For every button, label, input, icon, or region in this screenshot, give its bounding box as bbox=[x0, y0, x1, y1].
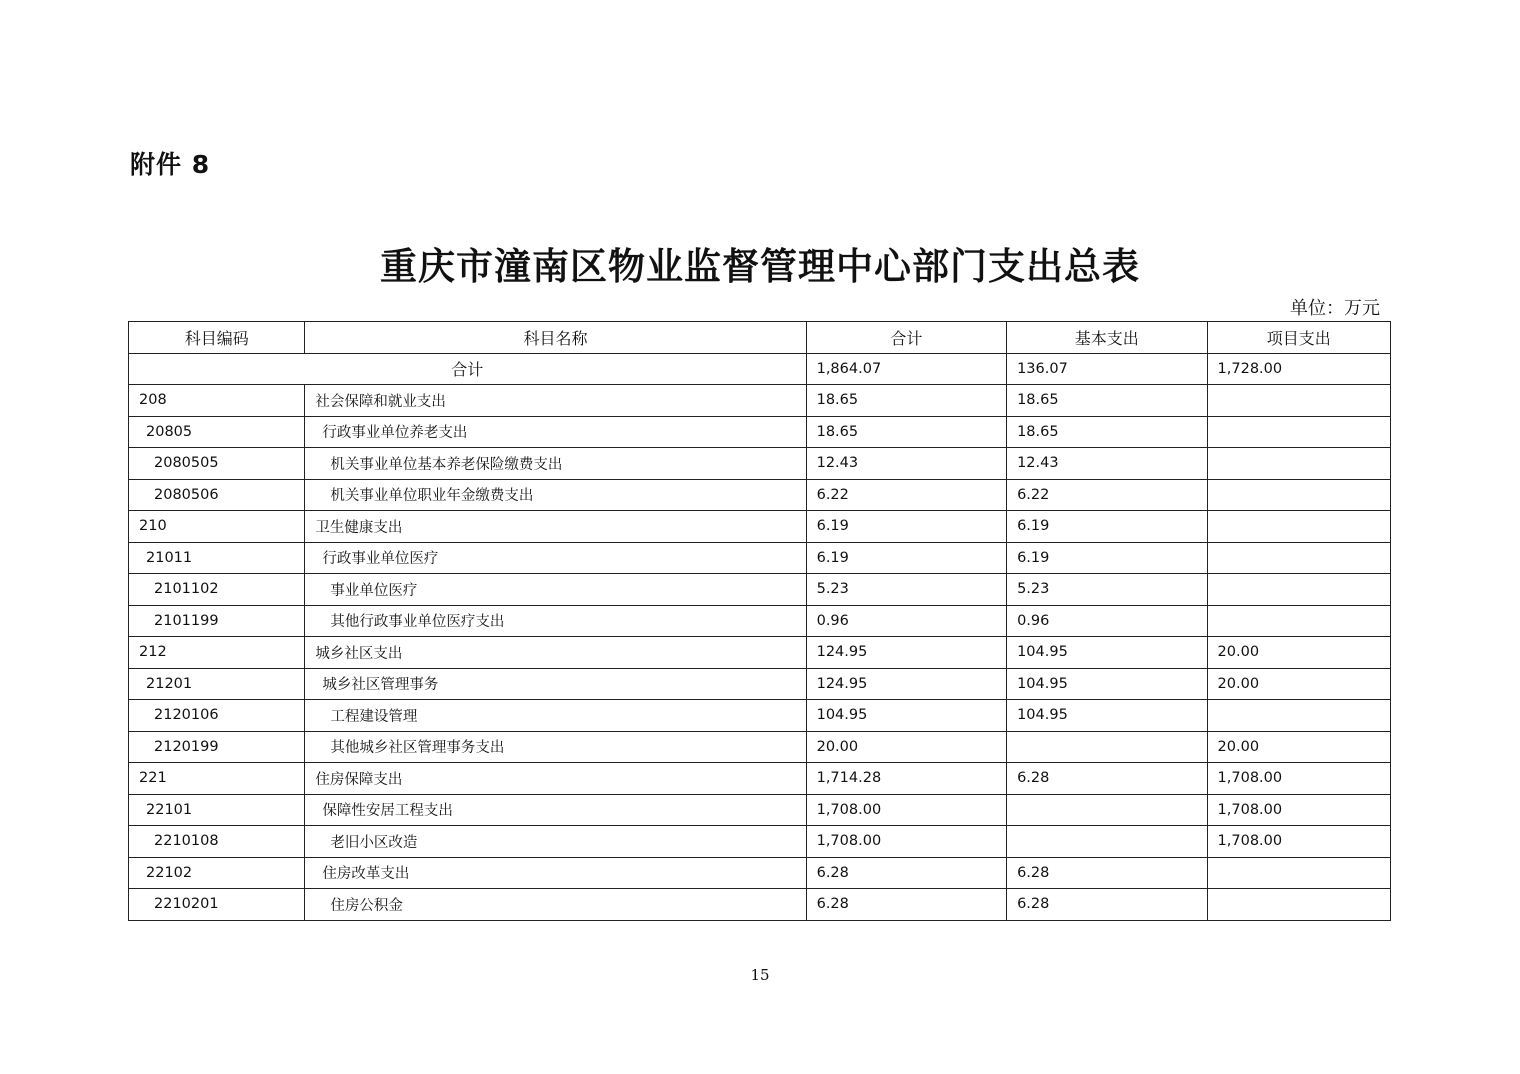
row-total: 1,708.00 bbox=[806, 794, 1006, 826]
row-code: 21201 bbox=[129, 668, 305, 700]
row-project: 20.00 bbox=[1207, 637, 1390, 669]
header-basic: 基本支出 bbox=[1007, 322, 1207, 354]
total-row bbox=[129, 353, 1391, 385]
row-project bbox=[1207, 479, 1390, 511]
header-project: 项目支出 bbox=[1207, 322, 1390, 354]
row-project bbox=[1207, 385, 1390, 417]
row-total: 124.95 bbox=[806, 668, 1006, 700]
row-project bbox=[1207, 857, 1390, 889]
table-row bbox=[129, 511, 1391, 543]
row-project bbox=[1207, 700, 1390, 732]
row-total: 18.65 bbox=[806, 416, 1006, 448]
row-project: 1,708.00 bbox=[1207, 763, 1390, 795]
row-code: 2120106 bbox=[129, 700, 305, 732]
row-project bbox=[1207, 448, 1390, 480]
row-code: 210 bbox=[129, 511, 305, 543]
row-total: 0.96 bbox=[806, 605, 1006, 637]
row-project bbox=[1207, 542, 1390, 574]
row-name: 行政事业单位养老支出 bbox=[305, 416, 806, 448]
unit-label: 单位：万元 bbox=[1290, 298, 1380, 319]
row-name: 住房保障支出 bbox=[305, 763, 806, 795]
table-row bbox=[129, 605, 1391, 637]
table-row bbox=[129, 763, 1391, 795]
row-total: 1,708.00 bbox=[806, 826, 1006, 858]
row-basic: 0.96 bbox=[1007, 605, 1207, 637]
row-basic: 6.28 bbox=[1007, 857, 1207, 889]
header-total: 合计 bbox=[806, 322, 1006, 354]
table-row bbox=[129, 637, 1391, 669]
row-code: 212 bbox=[129, 637, 305, 669]
page-number: 15 bbox=[750, 966, 770, 984]
row-code: 22102 bbox=[129, 857, 305, 889]
row-code: 2101102 bbox=[129, 574, 305, 606]
row-basic bbox=[1007, 826, 1207, 858]
row-basic: 12.43 bbox=[1007, 448, 1207, 480]
row-name: 工程建设管理 bbox=[305, 700, 806, 732]
row-total: 6.28 bbox=[806, 857, 1006, 889]
row-code: 2210108 bbox=[129, 826, 305, 858]
row-name: 机关事业单位职业年金缴费支出 bbox=[305, 479, 806, 511]
row-basic bbox=[1007, 794, 1207, 826]
row-name: 城乡社区支出 bbox=[305, 637, 806, 669]
row-basic: 104.95 bbox=[1007, 637, 1207, 669]
row-total: 20.00 bbox=[806, 731, 1006, 763]
row-code: 21011 bbox=[129, 542, 305, 574]
table-row bbox=[129, 668, 1391, 700]
row-name: 卫生健康支出 bbox=[305, 511, 806, 543]
row-basic: 104.95 bbox=[1007, 668, 1207, 700]
row-code: 2080506 bbox=[129, 479, 305, 511]
row-total: 6.28 bbox=[806, 889, 1006, 921]
table-row bbox=[129, 857, 1391, 889]
table-row bbox=[129, 889, 1391, 921]
row-total: 5.23 bbox=[806, 574, 1006, 606]
row-name: 城乡社区管理事务 bbox=[305, 668, 806, 700]
row-basic: 6.28 bbox=[1007, 889, 1207, 921]
row-basic: 18.65 bbox=[1007, 416, 1207, 448]
row-project: 20.00 bbox=[1207, 668, 1390, 700]
row-basic: 5.23 bbox=[1007, 574, 1207, 606]
row-basic: 6.28 bbox=[1007, 763, 1207, 795]
total-project: 1,728.00 bbox=[1207, 353, 1390, 385]
row-project bbox=[1207, 605, 1390, 637]
row-total: 124.95 bbox=[806, 637, 1006, 669]
row-project bbox=[1207, 416, 1390, 448]
row-basic: 6.22 bbox=[1007, 479, 1207, 511]
header-name: 科目名称 bbox=[305, 322, 806, 354]
row-total: 6.22 bbox=[806, 479, 1006, 511]
row-name: 住房公积金 bbox=[305, 889, 806, 921]
row-code: 221 bbox=[129, 763, 305, 795]
row-name: 其他城乡社区管理事务支出 bbox=[305, 731, 806, 763]
row-name: 保障性安居工程支出 bbox=[305, 794, 806, 826]
table-row bbox=[129, 794, 1391, 826]
row-code: 208 bbox=[129, 385, 305, 417]
expenditure-table bbox=[128, 321, 1391, 921]
row-total: 6.19 bbox=[806, 511, 1006, 543]
total-total: 1,864.07 bbox=[806, 353, 1006, 385]
row-total: 18.65 bbox=[806, 385, 1006, 417]
table-row bbox=[129, 574, 1391, 606]
table-row bbox=[129, 700, 1391, 732]
row-total: 1,714.28 bbox=[806, 763, 1006, 795]
table-row bbox=[129, 416, 1391, 448]
row-name: 老旧小区改造 bbox=[305, 826, 806, 858]
row-basic: 6.19 bbox=[1007, 542, 1207, 574]
attachment-label: 附件 8 bbox=[130, 150, 211, 179]
row-project: 1,708.00 bbox=[1207, 794, 1390, 826]
table-row bbox=[129, 731, 1391, 763]
row-code: 2120199 bbox=[129, 731, 305, 763]
row-code: 2080505 bbox=[129, 448, 305, 480]
header-code: 科目编码 bbox=[129, 322, 305, 354]
row-project: 20.00 bbox=[1207, 731, 1390, 763]
row-basic bbox=[1007, 731, 1207, 763]
header-row bbox=[129, 322, 1391, 354]
row-code: 20805 bbox=[129, 416, 305, 448]
table-row bbox=[129, 448, 1391, 480]
row-project bbox=[1207, 511, 1390, 543]
row-name: 事业单位医疗 bbox=[305, 574, 806, 606]
row-project bbox=[1207, 889, 1390, 921]
row-code: 22101 bbox=[129, 794, 305, 826]
total-basic: 136.07 bbox=[1007, 353, 1207, 385]
table-row bbox=[129, 826, 1391, 858]
row-code: 2210201 bbox=[129, 889, 305, 921]
table-row bbox=[129, 542, 1391, 574]
row-code: 2101199 bbox=[129, 605, 305, 637]
row-name: 住房改革支出 bbox=[305, 857, 806, 889]
row-name: 机关事业单位基本养老保险缴费支出 bbox=[305, 448, 806, 480]
row-total: 104.95 bbox=[806, 700, 1006, 732]
row-basic: 104.95 bbox=[1007, 700, 1207, 732]
total-label: 合计 bbox=[129, 353, 807, 385]
row-basic: 6.19 bbox=[1007, 511, 1207, 543]
row-name: 行政事业单位医疗 bbox=[305, 542, 806, 574]
row-total: 12.43 bbox=[806, 448, 1006, 480]
row-name: 社会保障和就业支出 bbox=[305, 385, 806, 417]
row-project: 1,708.00 bbox=[1207, 826, 1390, 858]
row-total: 6.19 bbox=[806, 542, 1006, 574]
row-basic: 18.65 bbox=[1007, 385, 1207, 417]
table-row bbox=[129, 385, 1391, 417]
table-row bbox=[129, 479, 1391, 511]
row-project bbox=[1207, 574, 1390, 606]
row-name: 其他行政事业单位医疗支出 bbox=[305, 605, 806, 637]
page-title: 重庆市潼南区物业监督管理中心部门支出总表 bbox=[380, 244, 1140, 288]
